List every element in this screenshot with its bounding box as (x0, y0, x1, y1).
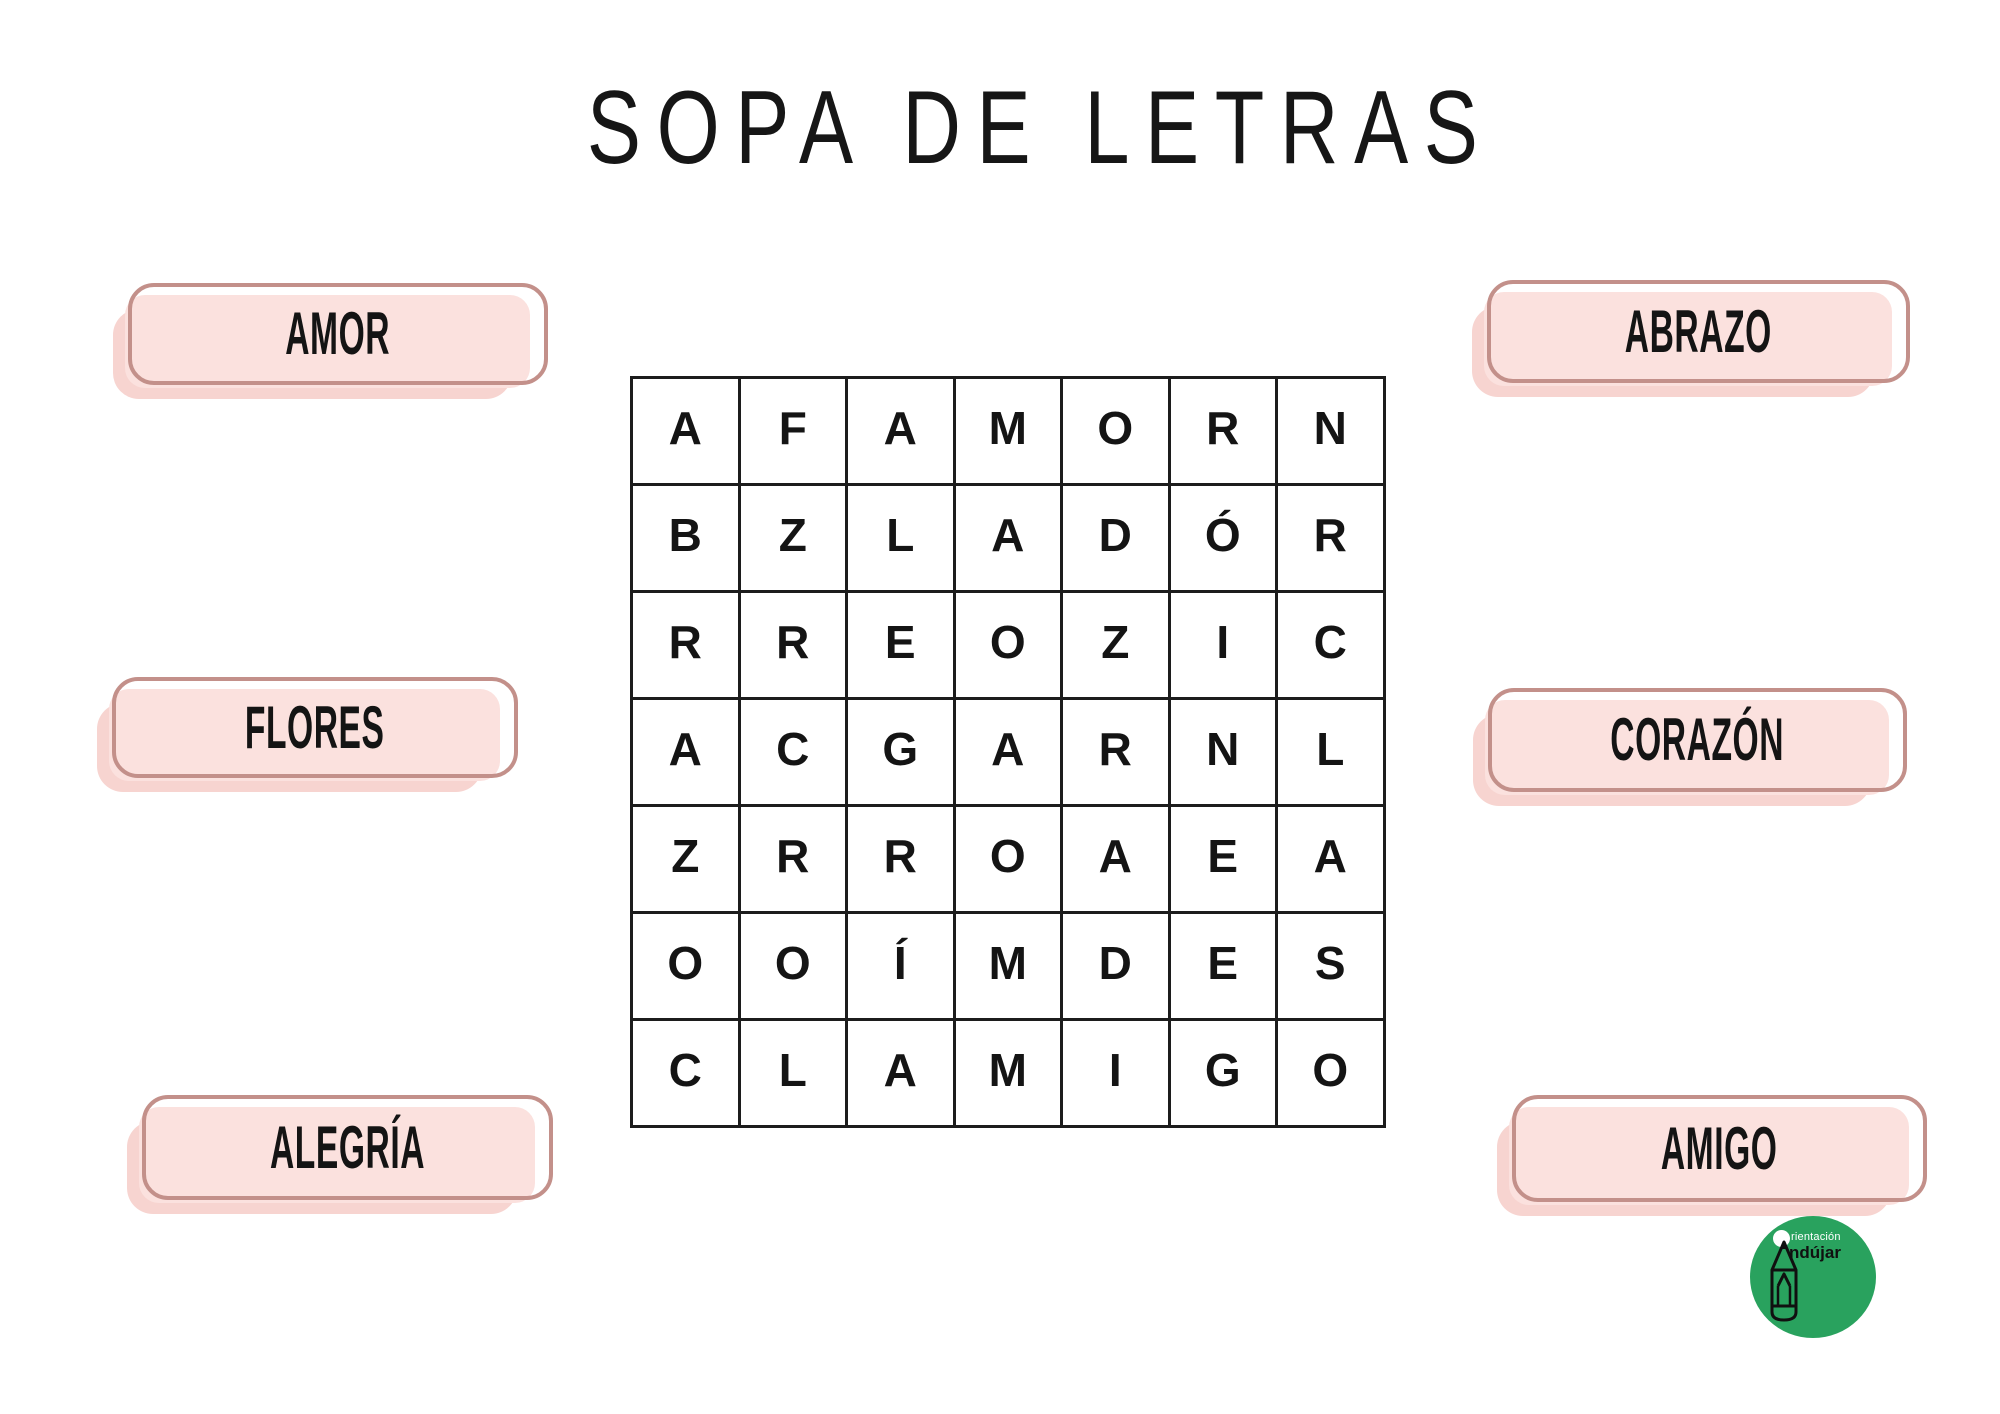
grid-cell-r6c5: D (1063, 914, 1171, 1021)
grid-cell-r6c4: M (956, 914, 1064, 1021)
grid-cell-r3c7: C (1278, 593, 1386, 700)
grid-cell-r1c1: A (633, 379, 741, 486)
grid-cell-r4c4: A (956, 700, 1064, 807)
grid-cell-r2c2: Z (741, 486, 849, 593)
word-box-amigo (1512, 1095, 1927, 1202)
grid-cell-r6c7: S (1278, 914, 1386, 1021)
grid-cell-r2c7: R (1278, 486, 1386, 593)
word-box-corazon (1488, 688, 1907, 792)
grid-cell-r2c6: Ó (1171, 486, 1279, 593)
grid-cell-r3c6: I (1171, 593, 1279, 700)
grid-cell-r4c1: A (633, 700, 741, 807)
grid-cell-r5c7: A (1278, 807, 1386, 914)
grid-cell-r2c4: A (956, 486, 1064, 593)
grid-cell-r7c5: I (1063, 1021, 1171, 1128)
grid-cell-r7c4: M (956, 1021, 1064, 1128)
grid-cell-r7c3: A (848, 1021, 956, 1128)
grid-cell-r4c7: L (1278, 700, 1386, 807)
grid-cell-r1c4: M (956, 379, 1064, 486)
word-box-alegria (142, 1095, 553, 1200)
grid-cell-r5c5: A (1063, 807, 1171, 914)
grid-cell-r4c5: R (1063, 700, 1171, 807)
grid-cell-r6c3: Í (848, 914, 956, 1021)
logo-text-top: rientación (1791, 1231, 1841, 1243)
grid-cell-r1c6: R (1171, 379, 1279, 486)
grid-cell-r7c7: O (1278, 1021, 1386, 1128)
grid-cell-r3c4: O (956, 593, 1064, 700)
grid-cell-r3c2: R (741, 593, 849, 700)
grid-cell-r1c2: F (741, 379, 849, 486)
word-label-abrazo: ABRAZO (1624, 297, 1773, 365)
grid-cell-r4c2: C (741, 700, 849, 807)
word-label-amor: AMOR (285, 300, 391, 367)
word-box-abrazo (1487, 280, 1910, 383)
grid-cell-r3c3: E (848, 593, 956, 700)
grid-cell-r5c4: O (956, 807, 1064, 914)
page-title-text: SOPA DE LETRAS (586, 70, 1494, 186)
letter-grid (630, 376, 1386, 1128)
grid-cell-r2c5: D (1063, 486, 1171, 593)
word-box-flores (112, 677, 518, 778)
grid-cell-r7c2: L (741, 1021, 849, 1128)
grid-cell-r6c2: O (741, 914, 849, 1021)
grid-cell-r5c6: E (1171, 807, 1279, 914)
grid-cell-r5c1: Z (633, 807, 741, 914)
grid-cell-r6c1: O (633, 914, 741, 1021)
logo-text-bottom: ndújar (1789, 1243, 1841, 1262)
grid-cell-r5c3: R (848, 807, 956, 914)
grid-cell-r7c1: C (633, 1021, 741, 1128)
grid-cell-r1c3: A (848, 379, 956, 486)
logo-orientacion-andujar (1750, 1216, 1876, 1338)
word-label-flores: FLORES (245, 693, 385, 761)
grid-cell-r3c5: Z (1063, 593, 1171, 700)
grid-cell-r2c3: L (848, 486, 956, 593)
grid-cell-r4c3: G (848, 700, 956, 807)
grid-cell-r6c6: E (1171, 914, 1279, 1021)
page-title (0, 70, 2000, 186)
word-label-alegria: ALEGRÍA (269, 1113, 426, 1181)
word-label-corazon: CORAZÓN (1610, 706, 1785, 773)
grid-cell-r3c1: R (633, 593, 741, 700)
word-box-amor (128, 283, 548, 385)
grid-cell-r4c6: N (1171, 700, 1279, 807)
grid-cell-r7c6: G (1171, 1021, 1279, 1128)
grid-cell-r1c7: N (1278, 379, 1386, 486)
word-label-amigo: AMIGO (1661, 1114, 1778, 1182)
grid-cell-r1c5: O (1063, 379, 1171, 486)
grid-cell-r5c2: R (741, 807, 849, 914)
grid-cell-r2c1: B (633, 486, 741, 593)
